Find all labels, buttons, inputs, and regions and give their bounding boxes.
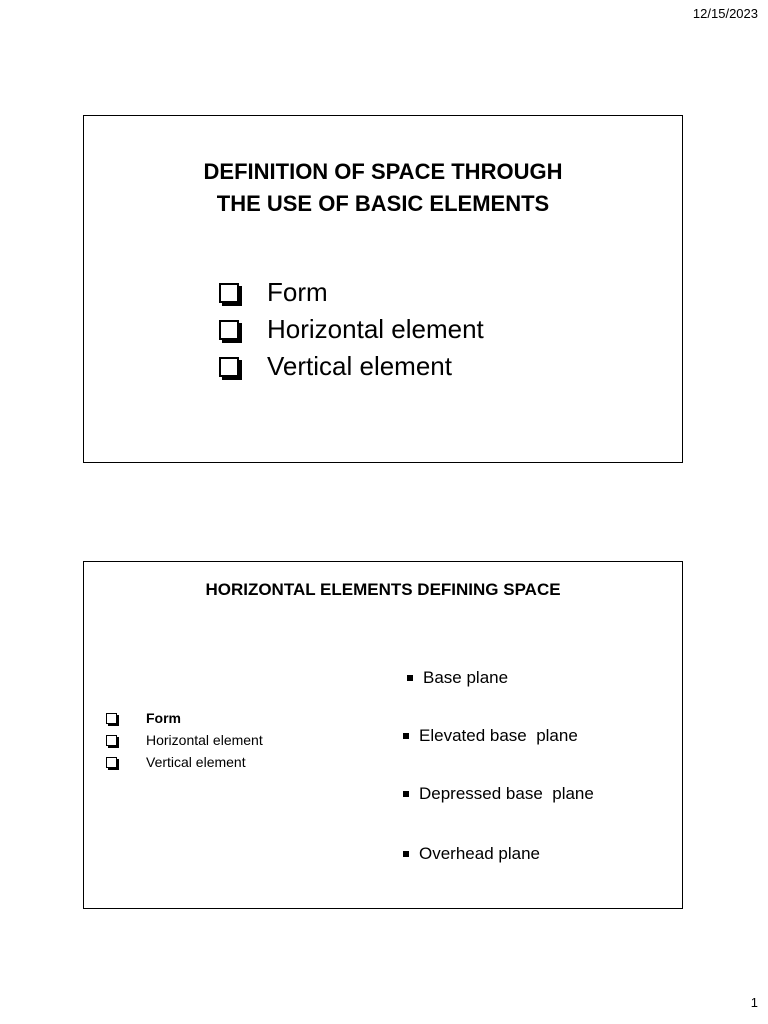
element-checklist-small bbox=[106, 707, 263, 773]
square-bullet-icon bbox=[403, 733, 409, 739]
list-item-label: Form bbox=[267, 277, 328, 307]
list-item bbox=[106, 707, 263, 729]
checkbox-bullet-icon bbox=[106, 735, 117, 746]
list-item-label: Horizontal element bbox=[267, 314, 484, 344]
checkbox-bullet-icon bbox=[219, 357, 239, 377]
checkbox-bullet-icon bbox=[106, 713, 117, 724]
square-bullet-icon bbox=[403, 851, 409, 857]
square-bullet-icon bbox=[403, 791, 409, 797]
plane-item-label: Elevated base plane bbox=[419, 726, 578, 745]
print-date: 12/15/2023 bbox=[692, 6, 758, 21]
slide-title-line-1: DEFINITION OF SPACE THROUGH bbox=[203, 159, 563, 184]
list-item-label: Vertical element bbox=[146, 754, 246, 770]
plane-item bbox=[403, 844, 540, 864]
checkbox-bullet-icon bbox=[219, 283, 239, 303]
list-item-label: Horizontal element bbox=[146, 732, 263, 748]
square-bullet-icon bbox=[407, 675, 413, 681]
plane-item-label: Overhead plane bbox=[419, 844, 540, 863]
slide-title bbox=[84, 156, 682, 220]
plane-item-label: Depressed base plane bbox=[419, 784, 594, 803]
plane-item-label: Base plane bbox=[423, 668, 509, 687]
slide-title-line-2: THE USE OF BASIC ELEMENTS bbox=[216, 191, 550, 216]
plane-item bbox=[403, 726, 578, 746]
list-item bbox=[219, 311, 484, 348]
page-number: 1 bbox=[750, 995, 758, 1010]
element-checklist bbox=[219, 274, 484, 385]
slide-title: HORIZONTAL ELEMENTS DEFINING SPACE bbox=[205, 580, 561, 599]
list-item-label: Form bbox=[146, 710, 181, 726]
checkbox-bullet-icon bbox=[106, 757, 117, 768]
list-item bbox=[106, 729, 263, 751]
list-item bbox=[219, 274, 484, 311]
list-item-label: Vertical element bbox=[267, 351, 452, 381]
list-item bbox=[106, 751, 263, 773]
slide-horizontal-elements bbox=[83, 561, 683, 909]
plane-item bbox=[407, 668, 508, 688]
plane-item bbox=[403, 784, 594, 804]
list-item bbox=[219, 348, 484, 385]
slide-definition-of-space bbox=[83, 115, 683, 463]
checkbox-bullet-icon bbox=[219, 320, 239, 340]
